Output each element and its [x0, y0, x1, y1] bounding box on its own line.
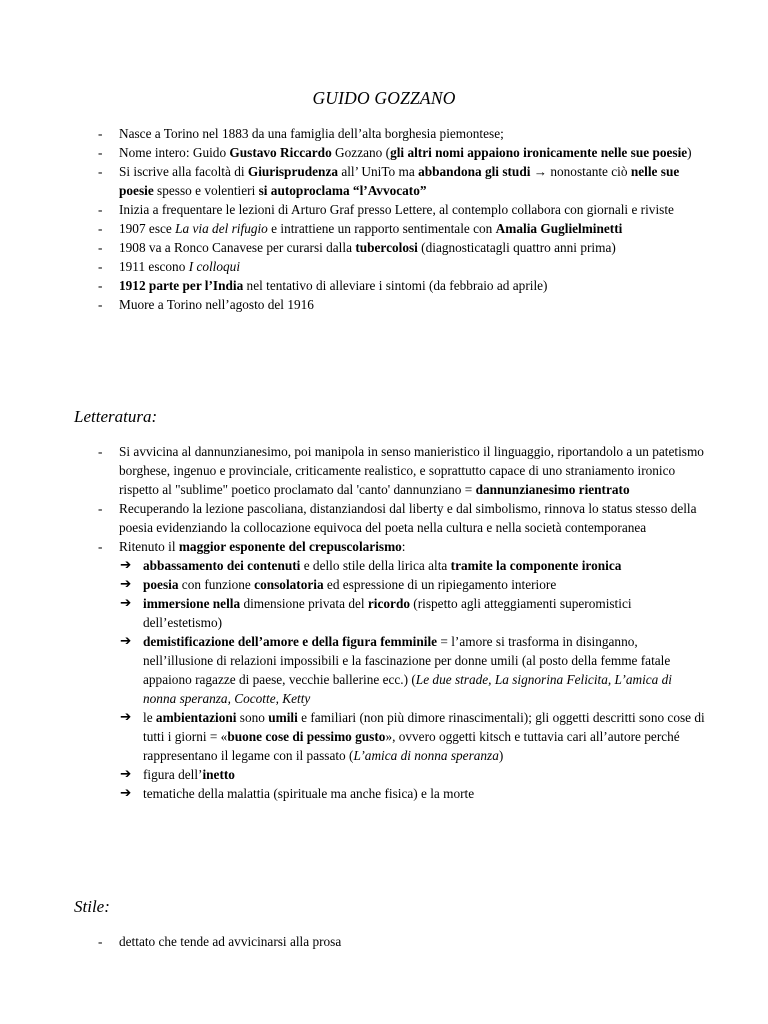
trait-item-text — [143, 558, 621, 573]
letteratura-item-text — [119, 444, 704, 497]
text-run: I colloqui — [188, 259, 241, 274]
bio-item — [0, 200, 768, 219]
bio-item — [0, 238, 768, 257]
arrow-right-icon: ➔ — [120, 785, 132, 801]
bio-item-text — [119, 221, 622, 236]
trait-item-text — [143, 596, 632, 630]
bio-item — [0, 257, 768, 276]
text-run: all’ UniTo ma — [338, 164, 419, 179]
text-run: abbandona gli studi — [418, 164, 531, 179]
text-run: poesia — [143, 577, 179, 592]
text-run: (diagnosticatagli quattro anni prima) — [417, 240, 616, 255]
letteratura-item-text — [119, 539, 406, 554]
text-run: », ovvero oggetti kitsch e tuttavia cari all’autore perché rappresentano il legame con il passato ( — [143, 729, 680, 763]
text-run: Gustavo Riccardo — [229, 145, 332, 160]
arrow-right-icon: ➔ — [120, 576, 132, 592]
text-run: ricordo — [367, 596, 410, 611]
bio-item — [0, 295, 768, 314]
text-run: → nonostante ciò — [530, 164, 631, 179]
bio-item-text — [119, 297, 314, 312]
text-run: e familiari (non più dimore rinascimentali); gli oggetti descritti sono cose di tutti i giorni = « — [143, 710, 705, 744]
bio-item-text — [119, 126, 504, 141]
bio-item — [0, 219, 768, 238]
section-heading-letteratura: Letteratura: — [74, 407, 158, 426]
text-run: ) — [498, 748, 504, 763]
text-run: buone cose di pessimo gusto — [227, 729, 386, 744]
text-run: demistificazione dell’amore e della figura femminile — [143, 634, 438, 649]
text-run: Inizia a frequentare le lezioni di Arturo Graf presso Lettere, al contemplo collabora con giornali e riviste — [119, 202, 674, 217]
bio-item-text — [119, 202, 674, 217]
bio-item — [0, 276, 768, 295]
trait-item-text — [143, 767, 235, 782]
text-run: Giurisprudenza — [247, 164, 338, 179]
letteratura-item-text — [119, 501, 697, 535]
text-run: e intrattiene un rapporto sentimentale con — [267, 221, 496, 236]
bio-item — [0, 124, 768, 143]
arrow-right-icon: ➔ — [120, 709, 132, 725]
trait-item — [119, 594, 708, 632]
text-run: Amalia Guglielminetti — [495, 221, 623, 236]
arrow-right-icon: ➔ — [120, 633, 132, 649]
text-run: Ritenuto il — [119, 539, 179, 554]
bio-item-text — [119, 259, 240, 274]
text-run: nelle sue poesie — [119, 164, 680, 198]
text-run: le — [143, 710, 156, 725]
text-run: L’amica di nonna speranza — [353, 748, 499, 763]
text-run: 1912 parte per l’India — [119, 278, 244, 293]
text-run: dannunzianesimo rientrato — [475, 482, 630, 497]
text-run: Si iscrive alla facoltà di — [119, 164, 248, 179]
text-run: Gozzano ( — [331, 145, 391, 160]
text-run: immersione nella — [143, 596, 241, 611]
text-run: sono — [236, 710, 269, 725]
trait-item — [119, 556, 708, 575]
trait-item-text — [143, 710, 705, 763]
text-run: umili — [268, 710, 298, 725]
text-run: Nome intero: Guido — [119, 145, 230, 160]
arrow-right-icon: ➔ — [120, 766, 132, 782]
letteratura-item — [0, 537, 768, 803]
page-title: GUIDO GOZZANO — [312, 88, 456, 108]
stile-item — [0, 932, 768, 951]
trait-item-text — [143, 634, 672, 706]
text-run: tramite la componente ironica — [450, 558, 622, 573]
text-run: : — [401, 539, 406, 554]
text-run: Nasce a Torino nel 1883 da una famiglia dell’alta borghesia piemontese; — [119, 126, 504, 141]
text-run: gli altri nomi appaiono ironicamente nelle sue poesie — [390, 145, 688, 160]
text-run: dimensione privata del — [240, 596, 368, 611]
text-run: con funzione — [178, 577, 255, 592]
text-run: Le due strade, La signorina Felicita, L’amica di nonna speranza, Cocotte, Ketty — [143, 672, 672, 706]
bio-item-text — [119, 240, 616, 255]
text-run: ed espressione di un ripiegamento interiore — [323, 577, 557, 592]
text-run: si autoproclama “l’Avvocato” — [258, 183, 427, 198]
text-run: 1907 esce — [119, 221, 176, 236]
text-run: Si avvicina al dannunzianesimo, poi manipola in senso manieristico il linguaggio, riportandolo a un patetismo borghese, ingenuo e provinciale, criticamente realistico, e soprattutto capace di uno straniamento ironico rispetto al "sublime" poetico proclamato dal 'canto' dannunziano = — [119, 444, 704, 497]
text-run: 1911 escono — [119, 259, 189, 274]
text-run: = l’amore si trasforma in disinganno, nell’illusione di relazioni impossibili e la fascinazione per donne umili (al posto della femme fatale appaiono ragazze di paese, vecchie ballerine ecc.) ( — [143, 634, 671, 687]
trait-item-text — [143, 786, 474, 801]
letteratura-item — [0, 442, 768, 499]
text-run: dettato che tende ad avvicinarsi alla prosa — [119, 934, 342, 949]
bio-item-text — [119, 145, 692, 160]
bio-list — [0, 124, 768, 314]
trait-item — [119, 632, 708, 708]
bio-item — [0, 162, 768, 200]
arrow-right-icon: ➔ — [120, 595, 132, 611]
trait-item — [119, 784, 708, 803]
text-run: ) — [687, 145, 692, 160]
crepuscolarismo-traits-list — [119, 556, 708, 803]
text-run: (rispetto agli atteggiamenti superomistici dell’estetismo) — [143, 596, 632, 630]
text-run: maggior esponente del crepuscolarismo — [178, 539, 402, 554]
letteratura-item — [0, 499, 768, 537]
trait-item — [119, 708, 708, 765]
trait-item — [119, 765, 708, 784]
text-run: abbassamento dei contenuti — [143, 558, 301, 573]
section-heading-stile: Stile: — [74, 897, 110, 916]
text-run: ambientazioni — [155, 710, 237, 725]
text-run: e dello stile della lirica alta — [300, 558, 451, 573]
text-run: tematiche della malattia (spirituale ma anche fisica) e la morte — [143, 786, 475, 801]
text-run: La via del rifugio — [175, 221, 268, 236]
letteratura-list — [0, 442, 768, 803]
text-run: Muore a Torino nell’agosto del 1916 — [119, 297, 314, 312]
stile-list — [0, 932, 768, 951]
text-run: tubercolosi — [355, 240, 418, 255]
bio-item-text — [119, 164, 679, 198]
stile-item-text — [119, 934, 341, 949]
text-run: 1908 va a Ronco Canavese per curarsi dalla — [119, 240, 356, 255]
text-run: spesso e volentieri — [153, 183, 259, 198]
text-run: figura dell’ — [143, 767, 203, 782]
bio-item — [0, 143, 768, 162]
trait-item-text — [143, 577, 556, 592]
text-run: inetto — [202, 767, 235, 782]
trait-item — [119, 575, 708, 594]
bio-item-text — [119, 278, 547, 293]
text-run: consolatoria — [254, 577, 324, 592]
text-run: Recuperando la lezione pascoliana, distanziandosi dal liberty e dal simbolismo, rinnova lo status stesso della poesia evidenziando la collocazione equivoca del poeta nella cultura e nella società contemporanea — [119, 501, 697, 535]
arrow-right-icon: ➔ — [120, 557, 132, 573]
text-run: nel tentativo di alleviare i sintomi (da febbraio ad aprile) — [243, 278, 548, 293]
